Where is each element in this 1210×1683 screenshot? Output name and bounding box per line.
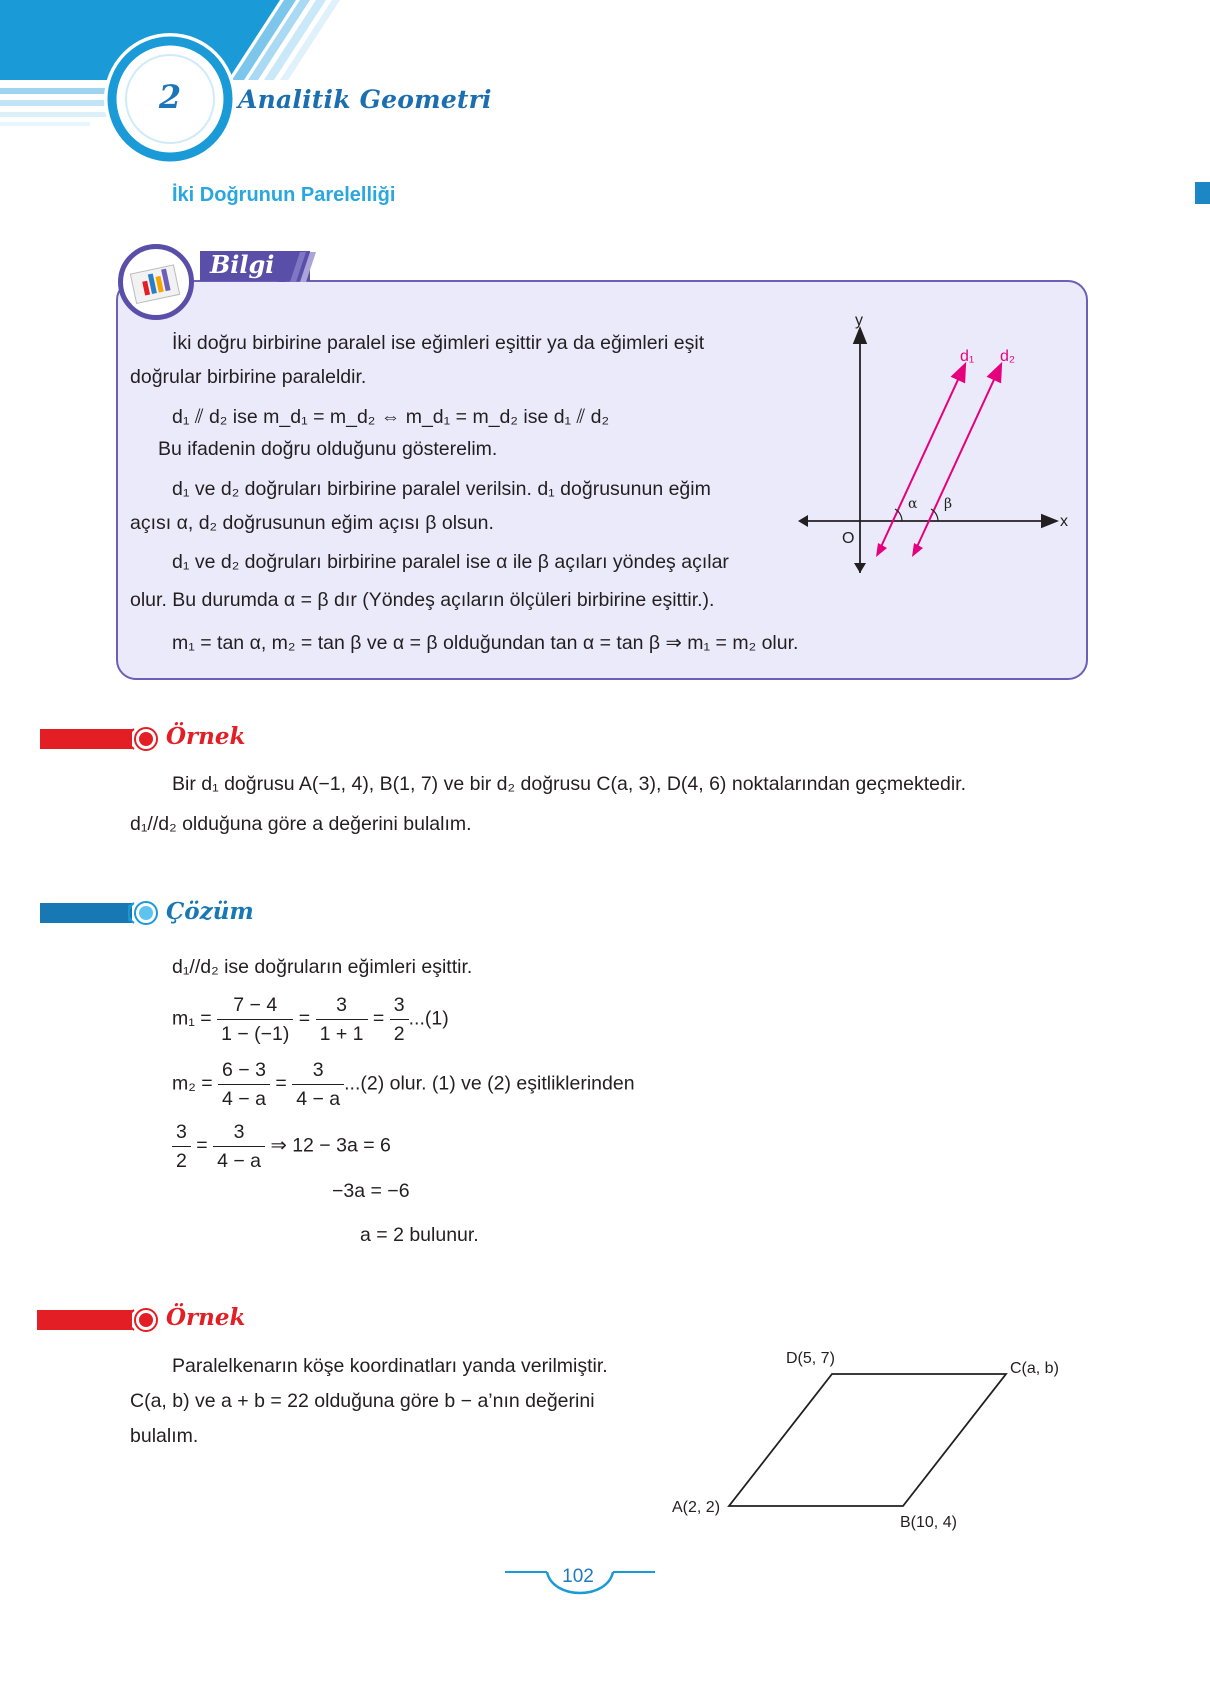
line-d1: [880, 371, 962, 549]
example2-line-3: bulalım.: [130, 1425, 199, 1447]
bilgi-line-7: d₁ ve d₂ doğruları birbirine paralel ise α ile β açıları yöndeş açılar: [172, 551, 729, 573]
m2-tail: ...(2) olur. (1) ve (2) eşitliklerinden: [344, 1072, 635, 1095]
bilgi-line-1: İki doğru birbirine paralel ise eğimleri eşittir ya da eğimleri eşit: [172, 332, 705, 354]
m1-fraction-1: $\frac{7 - 4}{1 - (-1)}$: [217, 993, 293, 1046]
example-target-icon: [128, 726, 164, 752]
example2-bar: [37, 1310, 132, 1330]
example2-label: Örnek: [166, 1304, 246, 1331]
y-axis-label: y: [855, 312, 863, 329]
bilgi-line-6: açısı α, d₂ doğrusunun eğim açısı β olsun.: [130, 512, 494, 534]
beta-label: β: [944, 496, 953, 512]
m2-lhs: m₂ =: [172, 1072, 213, 1095]
example-bar: [40, 729, 132, 749]
bilgi-stripes: [278, 252, 322, 282]
m2-equation: m₂ = $\frac{6 - 3}{4 - a}$ = $\frac{3}{4 - a}$ ...(2) olur. (1) ve (2) eşitliklerinden: [172, 1059, 635, 1110]
chapter-title: Analitik Geometri: [238, 85, 492, 114]
bilgi-line-4: Bu ifadenin doğru olduğunu gösterelim.: [158, 438, 498, 460]
d1-label: d₁: [960, 348, 975, 365]
bilgi-line-8: olur. Bu durumda α = β dır (Yöndeş açıların ölçüleri birbirine eşittir.).: [130, 589, 715, 611]
section-title: İki Doğrunun Parelelliği: [172, 184, 396, 206]
alpha-label: α: [908, 496, 918, 512]
solution-step-3: a = 2 bulunur.: [360, 1224, 479, 1246]
d2-label: d₂: [1000, 348, 1016, 365]
m2-fraction-2: $\frac{3}{4 - a}$: [292, 1058, 344, 1111]
m1-lhs: m₁ =: [172, 1007, 212, 1030]
eq-fraction-2: $\frac{3}{4 - a}$: [213, 1120, 265, 1173]
solution-step-2: −3a = −6: [332, 1180, 410, 1202]
equality-equation: $\frac{3}{2}$ = $\frac{3}{4 - a}$ ⇒ 12 − 3a = 6: [172, 1120, 391, 1173]
m1-equation: m₁ = $\frac{7 - 4}{1 - (-1)}$ = $\frac{3}{1 + 1}$ = $\frac{3}{2}$ ...(1): [172, 994, 449, 1045]
m1-fraction-3: $\frac{3}{2}$: [390, 993, 409, 1046]
chapter-number: 2: [158, 78, 182, 116]
parallelogram-figure: [660, 1340, 1080, 1535]
solution-target-icon: [128, 900, 164, 926]
solution-intro: d₁//d₂ ise doğruların eğimleri eşittir.: [172, 956, 473, 978]
example1-line-2: d₁//d₂ olduğuna göre a değerini bulalım.: [130, 813, 472, 835]
solution-label: Çözüm: [166, 898, 254, 925]
side-tab-marker: [1195, 182, 1210, 204]
vertex-d-label: D(5, 7): [786, 1350, 835, 1367]
bilgi-line-2: doğrular birbirine paraleldir.: [130, 366, 367, 388]
example2-line-2: C(a, b) ve a + b = 22 olduğuna göre b − a’nın değerini: [130, 1390, 595, 1412]
x-axis-label: x: [1060, 513, 1068, 530]
bilgi-chart-icon: [118, 244, 194, 320]
vertex-a-label: A(2, 2): [672, 1499, 721, 1516]
line-d2: [916, 371, 998, 549]
parallelogram: [729, 1374, 1006, 1506]
eq-fraction-1: $\frac{3}{2}$: [172, 1120, 191, 1173]
example-label: Örnek: [166, 723, 246, 750]
example1-line-1: Bir d₁ doğrusu A(−1, 4), B(1, 7) ve bir d₂ doğrusu C(a, 3), D(4, 6) noktalarından geçmektedir.: [172, 773, 966, 795]
parallel-lines-figure: [780, 305, 1080, 585]
m2-fraction-1: $\frac{6 - 3}{4 - a}$: [218, 1058, 270, 1111]
eq-tail: ⇒ 12 − 3a = 6: [270, 1134, 391, 1157]
bilgi-line-3: d₁ ⫽ d₂ ise m_d₁ = m_d₂ ⇔ m_d₁ = m_d₂ ise d₁ ⫽ d₂: [172, 406, 610, 428]
bilgi-line-9: m₁ = tan α, m₂ = tan β ve α = β olduğundan tan α = tan β ⇒ m₁ = m₂ olur.: [172, 632, 799, 654]
vertex-b-label: B(10, 4): [900, 1514, 957, 1531]
vertex-c-label: C(a, b): [1010, 1360, 1059, 1377]
example2-line-1: Paralelkenarın köşe koordinatları yanda verilmiştir.: [172, 1355, 608, 1377]
m1-tail: ...(1): [408, 1007, 449, 1030]
bilgi-label: Bilgi: [210, 250, 275, 279]
solution-bar: [40, 903, 132, 923]
page-number: 102: [562, 1566, 594, 1587]
example2-target-icon: [128, 1307, 164, 1333]
m1-fraction-2: $\frac{3}{1 + 1}$: [316, 993, 368, 1046]
origin-label: O: [842, 530, 855, 547]
bilgi-line-5: d₁ ve d₂ doğruları birbirine paralel verilsin. d₁ doğrusunun eğim: [172, 478, 711, 500]
